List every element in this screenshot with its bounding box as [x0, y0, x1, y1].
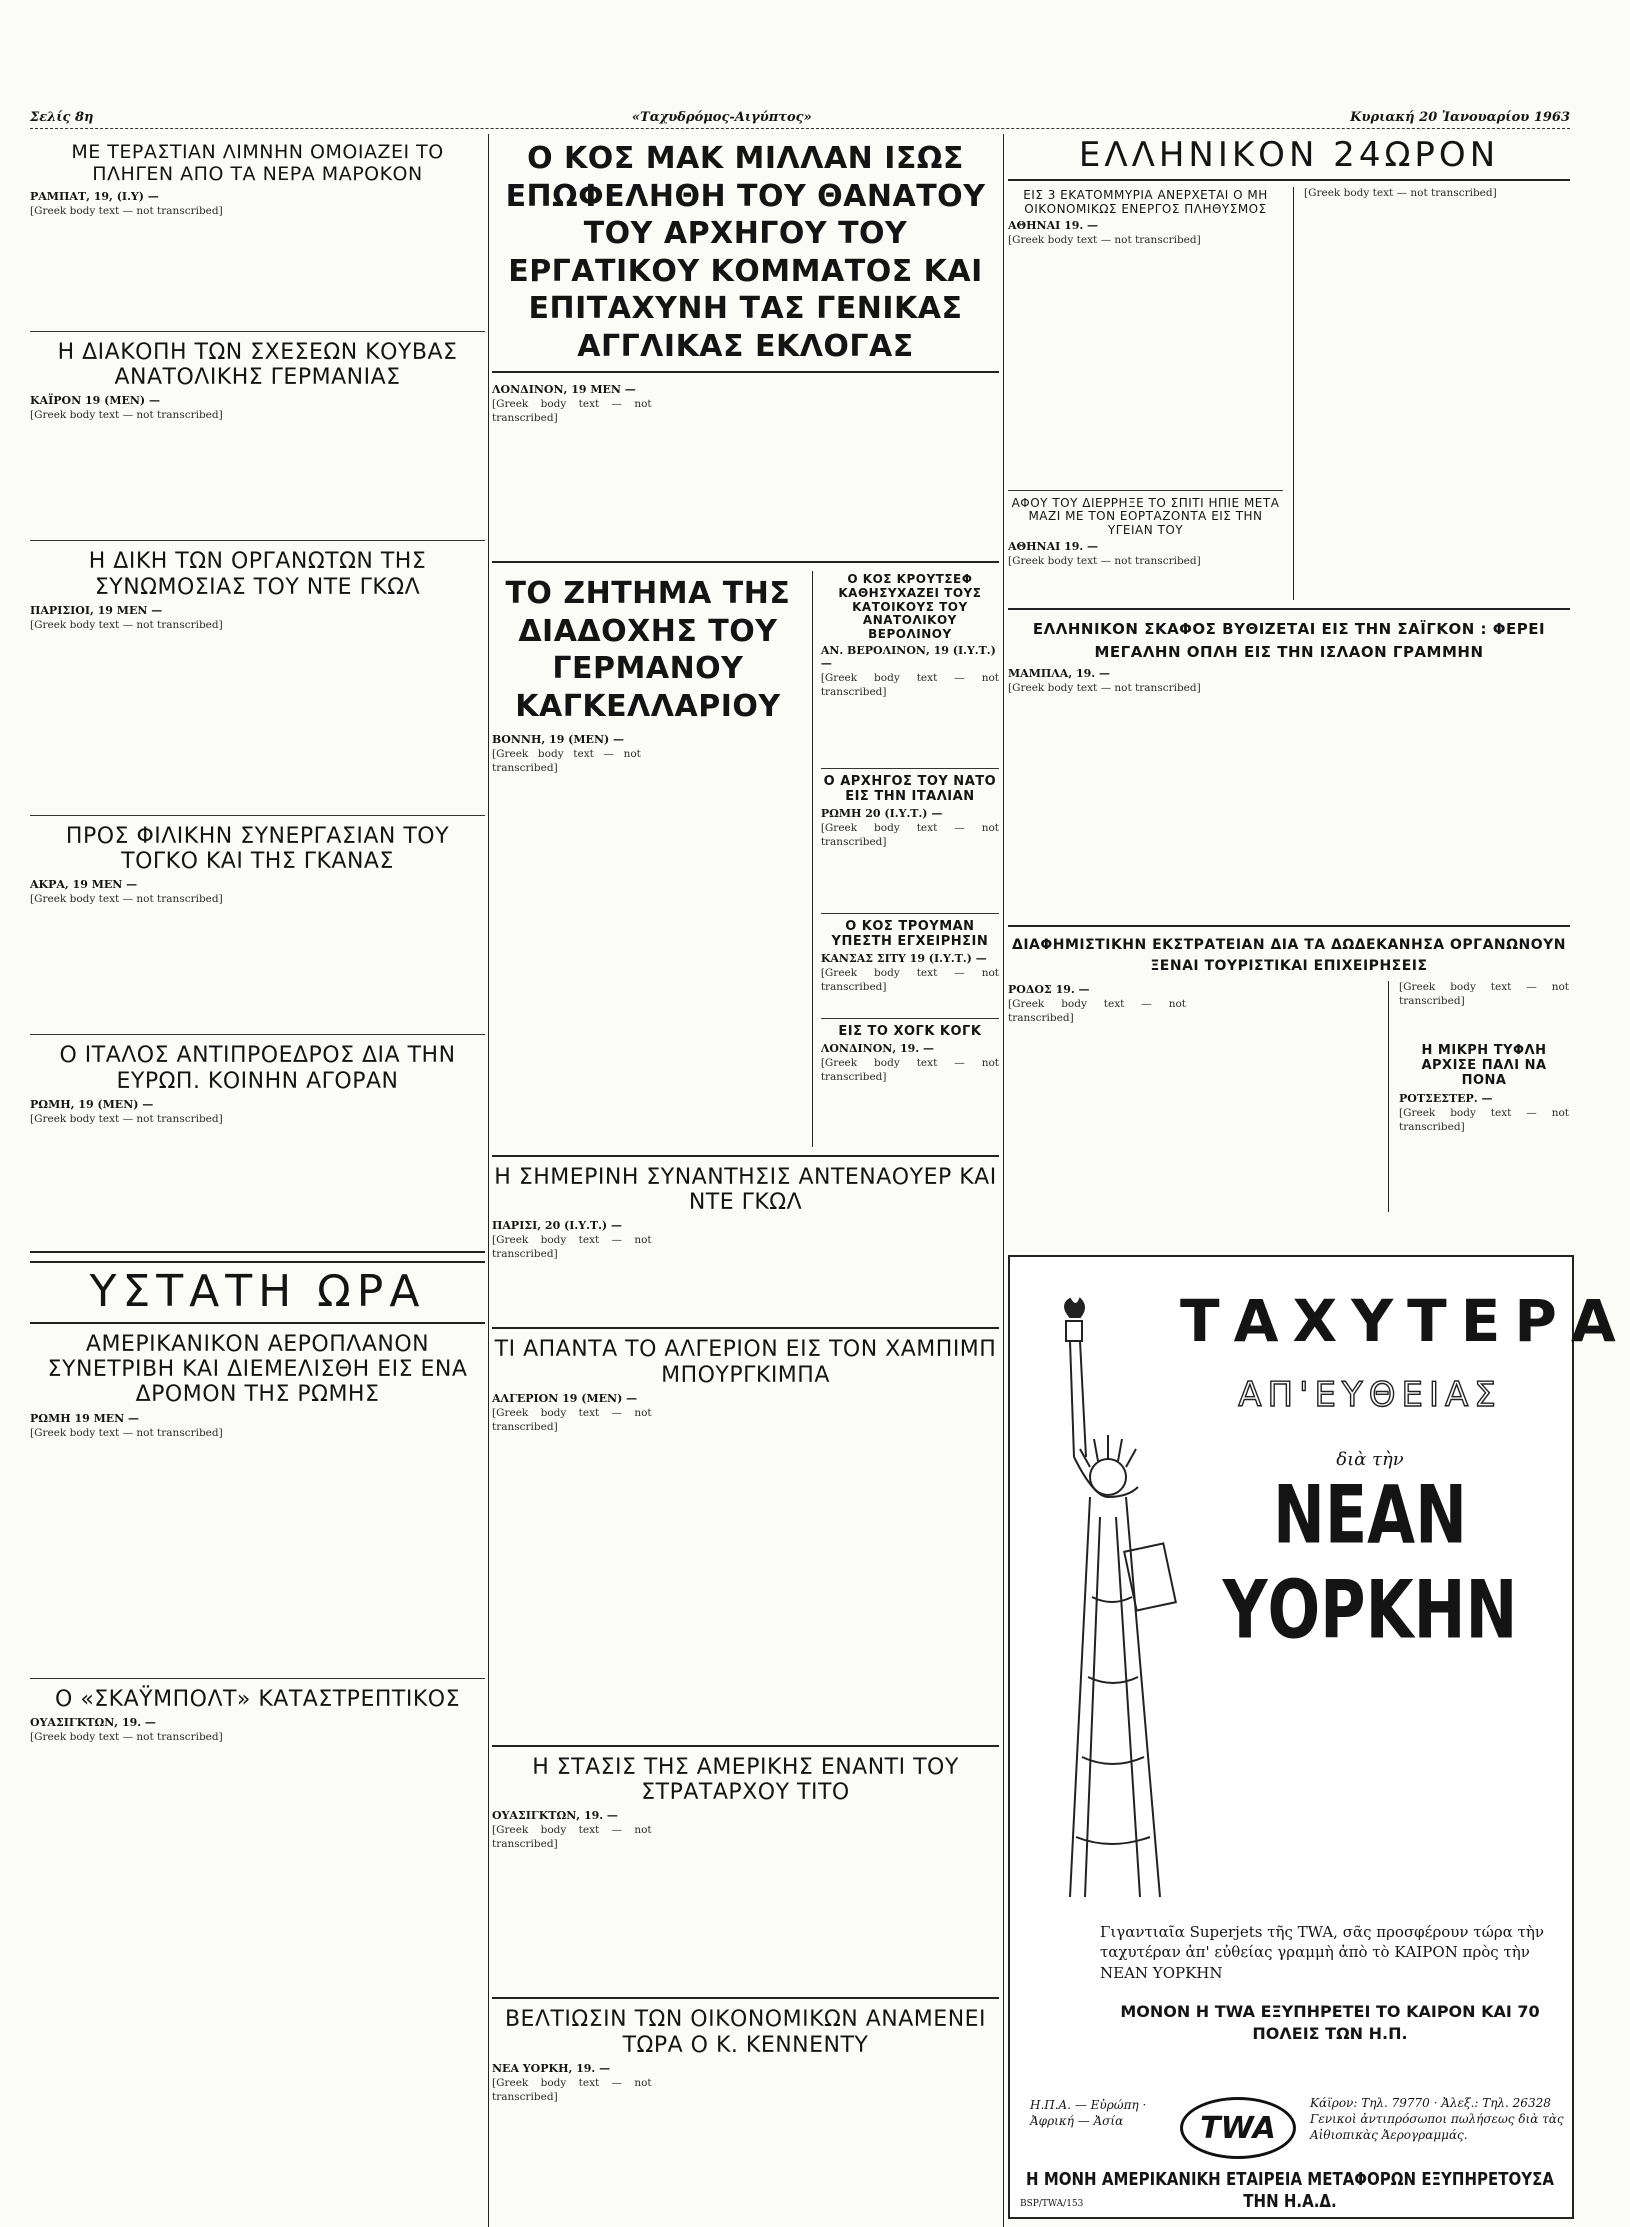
- headline: Η ΣΗΜΕΡΙΝΗ ΣΥΝΑΝΤΗΣΙΣ ΑΝΤΕΝΑΟΥΕΡ ΚΑΙ ΝΤΕ ΓΚΩΛ: [494, 1164, 997, 1215]
- dateline: ΟΥΑΣΙΓΚΤΩΝ, 19. —: [492, 1809, 618, 1823]
- ad-footer: Η ΜΟΝΗ ΑΜΕΡΙΚΑΝΙΚΗ ΕΤΑΙΡΕΙΑ ΜΕΤΑΦΟΡΩΝ ΕΞΥΠΗΡΕΤΟΥΣΑ ΤΗΝ Η.Α.Δ.: [1026, 2168, 1554, 2212]
- headline: Η ΔΙΑΚΟΠΗ ΤΩΝ ΣΧΕΣΕΩΝ ΚΟΥΒΑΣ ΑΝΑΤΟΛΙΚΗΣ ΓΕΡΜΑΝΙΑΣ: [57, 339, 458, 390]
- dateline: ΡΩΜΗ 20 (Ι.Υ.Τ.) —: [820, 806, 943, 820]
- dateline: ΚΑΝΣΑΣ ΣΙΤΥ 19 (Ι.Υ.Τ.) —: [820, 951, 987, 965]
- headline: Ο ΚΟΣ ΚΡΟΥΤΣΕΦ ΚΑΘΗΣΥΧΑΖΕΙ ΤΟΥΣ ΚΑΤΟΙΚΟΥΣ ΤΟΥ ΑΝΑΤΟΛΙΚΟΥ ΒΕΡΟΛΙΝΟΥ: [838, 572, 982, 642]
- column-rule: [1003, 134, 1004, 2227]
- article-population: [1008, 187, 1283, 600]
- ad-city: ΝΕΑΝ ΥΟΡΚΗΝ: [1222, 1467, 1518, 1657]
- article-body-continued: [Greek body text — not transcribed]: [1304, 187, 1497, 200]
- article-body: [Greek body text — not transcribed]: [492, 2077, 652, 2103]
- headline: ΠΡΟΣ ΦΙΛΙΚΗΝ ΣΥΝΕΡΓΑΣΙΑΝ ΤΟΥ ΤΟΓΚΟ ΚΑΙ ΤΗΣ ΓΚΑΝΑΣ: [65, 823, 450, 875]
- dateline: ΑΘΗΝΑΙ 19. —: [1008, 218, 1099, 232]
- article-body: [Greek body text — not transcribed]: [492, 1824, 652, 1851]
- headline: Η ΜΙΚΡΗ ΤΥΦΛΗ ΑΡΧΙΣΕ ΠΑΛΙ ΝΑ ΠΟΝΑ: [1421, 1043, 1547, 1088]
- article-body: [Greek body text — not transcribed]: [492, 1234, 652, 1261]
- paper-name: «Ταχυδρόμος-Αιγύπτος»: [631, 109, 812, 125]
- article-body: [Greek body text — not transcribed]: [30, 204, 223, 217]
- dateline: ΑΝ. ΒΕΡΟΛΙΝΟΝ, 19 (Ι.Υ.Τ.) —: [820, 643, 996, 670]
- ad-bold-line: ΜΟΝΟΝ Η TWA ΕΞΥΠΗΡΕΤΕΙ ΤΟ ΚΑΙΡΟΝ ΚΑΙ 70 ΠΟΛΕΙΣ ΤΩΝ Η.Π.: [1120, 2002, 1540, 2043]
- statue-of-liberty-icon: [1030, 1297, 1190, 1897]
- article-morocco: [30, 142, 485, 325]
- article-body: [Greek body text — not transcribed]: [1399, 1106, 1569, 1133]
- article-body: [Greek body text — not transcribed]: [30, 1426, 223, 1439]
- section-title-greek-24h: ΕΛΛΗΝΙΚΟΝ 24ΩΡΟΝ: [1008, 136, 1570, 181]
- article-algeria: [492, 1337, 999, 1737]
- dateline: ΡΩΜΗ, 19 (ΜΕΝ) —: [30, 1098, 154, 1112]
- dateline: ΛΟΝΔΙΝΟΝ, 19. —: [820, 1041, 934, 1055]
- article-body: [Greek body text — not transcribed]: [1008, 233, 1201, 246]
- dateline: ΠΑΡΙΣΙΟΙ, 19 ΜΕΝ —: [30, 603, 163, 617]
- headline: Η ΔΙΚΗ ΤΩΝ ΟΡΓΑΝΩΤΩΝ ΤΗΣ ΣΥΝΩΜΟΣΙΑΣ ΤΟΥ ΝΤΕ ΓΚΩΛ: [88, 549, 427, 600]
- page-number: Σελίς 8η: [30, 109, 94, 125]
- article-body: [Greek body text — not transcribed]: [820, 966, 999, 993]
- headline: Ο «ΣΚΑΫΜΠΟΛΤ» ΚΑΤΑΣΤΡΕΠΤΙΚΟΣ: [55, 1686, 460, 1712]
- dateline: ΡΑΜΠΑΤ, 19, (Ι.Υ) —: [30, 189, 159, 203]
- ad-direct: ΑΠ'ΕΥΘΕΙΑΣ: [1238, 1375, 1502, 1415]
- article-dodecanese: [1008, 935, 1570, 1212]
- headline: ΔΙΑΦΗΜΙΣΤΙΚΗΝ ΕΚΣΤΡΑΤΕΙΑΝ ΔΙΑ ΤΑ ΔΩΔΕΚΑΝΗΣΑ ΟΡΓΑΝΩΝΟΥΝ ΞΕΝΑΙ ΤΟΥΡΙΣΤΙΚΑΙ ΕΠΙΧΕΙΡΗΣΕΙΣ: [1011, 937, 1567, 975]
- headline: Ο ΑΡΧΗΓΟΣ ΤΟΥ ΝΑΤΟ ΕΙΣ ΤΗΝ ΙΤΑΛΙΑΝ: [823, 773, 997, 804]
- headline: ΜΕ ΤΕΡΑΣΤΙΑΝ ΛΙΜΝΗΝ ΟΜΟΙΑΖΕΙ ΤΟ ΠΛΗΓΕΝ ΑΠΟ ΤΑ ΝΕΡΑ ΜΑΡΟΚΟΝ: [71, 141, 444, 185]
- article-body: [Greek body text — not transcribed]: [820, 671, 999, 698]
- headline: Ο ΚΟΣ ΜΑΚ ΜΙΛΛΑΝ ΙΣΩΣ ΕΠΩΦΕΛΗΘΗ ΤΟΥ ΘΑΝΑΤΟΥ ΤΟΥ ΑΡΧΗΓΟΥ ΤΟΥ ΕΡΓΑΤΙΚΟΥ ΚΟΜΜΑΤΟΣ ΚΑΙ ΕΠΙΤΑΧΥΝΗ ΤΑΣ ΓΕΝΙΚΑΣ ΑΓΓΛΙΚΑΣ ΕΚΛΟΓΑΣ: [492, 140, 999, 373]
- ad-body: Γιγαντιαῖα Superjets τῆς TWA, σᾶς προσφέρουν τώρα τὴν ταχυτέραν ἀπ' εὐθείας γραμμὴ ἀπὸ τὸ ΚΑΙΡΟΝ πρὸς τὴν ΝΕΑΝ ΥΟΡΚΗΝ: [1100, 1923, 1544, 1982]
- ad-code: BSP/TWA/153: [1020, 2199, 1084, 2209]
- article-blind-girl: [1399, 981, 1569, 1212]
- article-cuba: [30, 340, 485, 535]
- dateline: ΑΚΡΑ, 19 ΜΕΝ —: [30, 878, 138, 892]
- ad-offices: Κάϊρον: Τηλ. 79770 · Ἀλεξ.: Τηλ. 26328 Γενικοὶ ἀντιπρόσωποι πωλήσεως διὰ τὰς Αἰθιοπικὰς Ἀερογραμμάς.: [1310, 2096, 1564, 2143]
- last-hour-banner: ΥΣΤΑΤΗ ΩΡΑ: [30, 1261, 485, 1324]
- dateline: ΡΩΜΗ 19 ΜΕΝ —: [30, 1411, 140, 1425]
- article-body: [Greek body text — not transcribed]: [492, 748, 641, 774]
- dateline: ΜΑΜΠΛΑ, 19. —: [1008, 667, 1110, 681]
- article-togo-ghana: [30, 824, 485, 1029]
- dateline: ΝΕΑ ΥΟΡΚΗ, 19. —: [492, 2062, 611, 2076]
- article-body: [Greek body text — not transcribed]: [820, 821, 999, 848]
- dateline: ΡΟΤΣΕΣΤΕΡ. —: [1399, 1091, 1493, 1105]
- headline: ΒΕΛΤΙΩΣΙΝ ΤΩΝ ΟΙΚΟΝΟΜΙΚΩΝ ΑΝΑΜΕΝΕΙ ΤΩΡΑ Ο Κ. ΚΕΝΝΕΝΤΥ: [504, 2007, 987, 2058]
- article-adenauer-de-gaulle: [492, 1165, 999, 1320]
- article-tito: [492, 1755, 999, 1990]
- column-center: [492, 134, 999, 2227]
- article-body: [Greek body text — not transcribed]: [30, 409, 223, 422]
- dateline: ΟΥΑΣΙΓΚΤΩΝ, 19. —: [30, 1715, 156, 1729]
- article-german-chancellor: [492, 571, 804, 1147]
- article-skybolt: [30, 1687, 485, 1911]
- issue-date: Κυριακή 20 Ἰανουαρίου 1963: [1350, 109, 1570, 125]
- headline: ΑΦΟΥ ΤΟΥ ΔΙΕΡΡΗΞΕ ΤΟ ΣΠΙΤΙ ΗΠΙΕ ΜΕΤΑ ΜΑΖΙ ΜΕ ΤΟΝ ΕΟΡΤΑΖΟΝΤΑ ΕΙΣ ΤΗΝ ΥΓΕΙΑΝ ΤΟΥ: [1011, 495, 1280, 538]
- ad-regions: Η.Π.Α. — Εὐρώπη · Ἀφρική — Ἀσία: [1030, 2098, 1147, 2129]
- article-body: [Greek body text — not transcribed]: [30, 1730, 223, 1743]
- twa-logo-icon: TWA: [1180, 2097, 1296, 2159]
- article-de-gaulle-trial: [30, 549, 485, 809]
- article-plane-crash: [30, 1332, 485, 1672]
- headline: ΑΜΕΡΙΚΑΝΙΚΟΝ ΑΕΡΟΠΛΑΝΟΝ ΣΥΝΕΤΡΙΒΗ ΚΑΙ ΔΙΕΜΕΛΙΣΘΗ ΕΙΣ ΕΝΑ ΔΡΟΜΟΝ ΤΗΣ ΡΩΜΗΣ: [47, 1331, 468, 1408]
- article-body: [Greek body text — not transcribed]: [30, 618, 223, 631]
- dateline: ΡΟΔΟΣ 19. —: [1008, 983, 1090, 997]
- article-body: [Greek body text — not transcribed]: [1008, 998, 1186, 1024]
- masthead: [30, 106, 1570, 129]
- short-news-column: [821, 571, 999, 1147]
- article-body: [Greek body text — not transcribed]: [1008, 682, 1201, 695]
- dateline: ΛΟΝΔΙΝΟΝ, 19 ΜΕΝ —: [492, 383, 636, 396]
- article-body: [Greek body text — not transcribed]: [492, 1406, 652, 1433]
- article-ship-sinking: [1008, 618, 1570, 917]
- article-italian-vp: [30, 1043, 485, 1243]
- dateline: ΑΘΗΝΑΙ 19. —: [1008, 540, 1099, 554]
- headline: ΤΙ ΑΠΑΝΤΑ ΤΟ ΑΛΓΕΡΙΟΝ ΕΙΣ ΤΟΝ ΧΑΜΠΙΜΠ ΜΠΟΥΡΓΚΙΜΠΑ: [494, 1337, 997, 1388]
- ad-via: διὰ τὴν: [1336, 1449, 1404, 1470]
- dateline: ΠΑΡΙΣΙ, 20 (Ι.Υ.Τ.) —: [492, 1219, 622, 1233]
- headline: ΕΙΣ ΤΟ ΧΟΓΚ ΚΟΓΚ: [838, 1023, 982, 1039]
- article-body: [Greek body text — not transcribed]: [492, 398, 652, 424]
- article-macmillan: [492, 140, 999, 553]
- headline: ΕΛΛΗΝΙΚΟΝ ΣΚΑΦΟΣ ΒΥΘΙΖΕΤΑΙ ΕΙΣ ΤΗΝ ΣΑΪΓΚΟΝ : ΦΕΡΕΙ ΜΕΓΑΛΗΝ ΟΠΛΗ ΕΙΣ ΤΗΝ ΙΣΛΑΟΝ ΓΡΑΜΜΗΝ: [1032, 620, 1546, 661]
- headline: Η ΣΤΑΣΙΣ ΤΗΣ ΑΜΕΡΙΚΗΣ ΕΝΑΝΤΙ ΤΟΥ ΣΤΡΑΤΑΡΧΟΥ ΤΙΤΟ: [532, 1754, 959, 1806]
- article-body: [Greek body text — not transcribed]: [1008, 555, 1201, 568]
- article-body: [Greek body text — not transcribed]: [1399, 981, 1569, 1007]
- article-kennedy: [492, 2007, 999, 2227]
- article-body: [Greek body text — not transcribed]: [30, 893, 223, 906]
- column-rule: [488, 134, 489, 2227]
- dateline: ΑΛΓΕΡΙΟΝ 19 (ΜΕΝ) —: [492, 1391, 638, 1405]
- ad-headline: ΤΑΧΥΤΕΡΑ: [1180, 1287, 1630, 1355]
- headline: Ο ΙΤΑΛΟΣ ΑΝΤΙΠΡΟΕΔΡΟΣ ΔΙΑ ΤΗΝ ΕΥΡΩΠ. ΚΟΙΝΗΝ ΑΓΟΡΑΝ: [59, 1043, 456, 1094]
- headline: Ο ΚΟΣ ΤΡΟΥΜΑΝ ΥΠΕΣΤΗ ΕΓΧΕΙΡΗΣΙΝ: [831, 918, 989, 949]
- headline: ΤΟ ΖΗΤΗΜΑ ΤΗΣ ΔΙΑΔΟΧΗΣ ΤΟΥ ΓΕΡΜΑΝΟΥ ΚΑΓΚΕΛΛΑΡΙΟΥ: [505, 576, 791, 724]
- headline: ΕΙΣ 3 ΕΚΑΤΟΜΜΥΡΙΑ ΑΝΕΡΧΕΤΑΙ Ο ΜΗ ΟΙΚΟΝΟΜΙΚΩΣ ΕΝΕΡΓΟΣ ΠΛΗΘΥΣΜΟΣ: [1023, 188, 1268, 216]
- column-left: [30, 134, 485, 2227]
- twa-advertisement: [1008, 1255, 1630, 2219]
- article-body: [Greek body text — not transcribed]: [820, 1056, 999, 1083]
- article-body: [Greek body text — not transcribed]: [30, 1113, 223, 1126]
- dateline: ΒΟΝΝΗ, 19 (ΜΕΝ) —: [492, 733, 625, 746]
- dateline: ΚΑΪΡΟΝ 19 (ΜΕΝ) —: [30, 394, 160, 408]
